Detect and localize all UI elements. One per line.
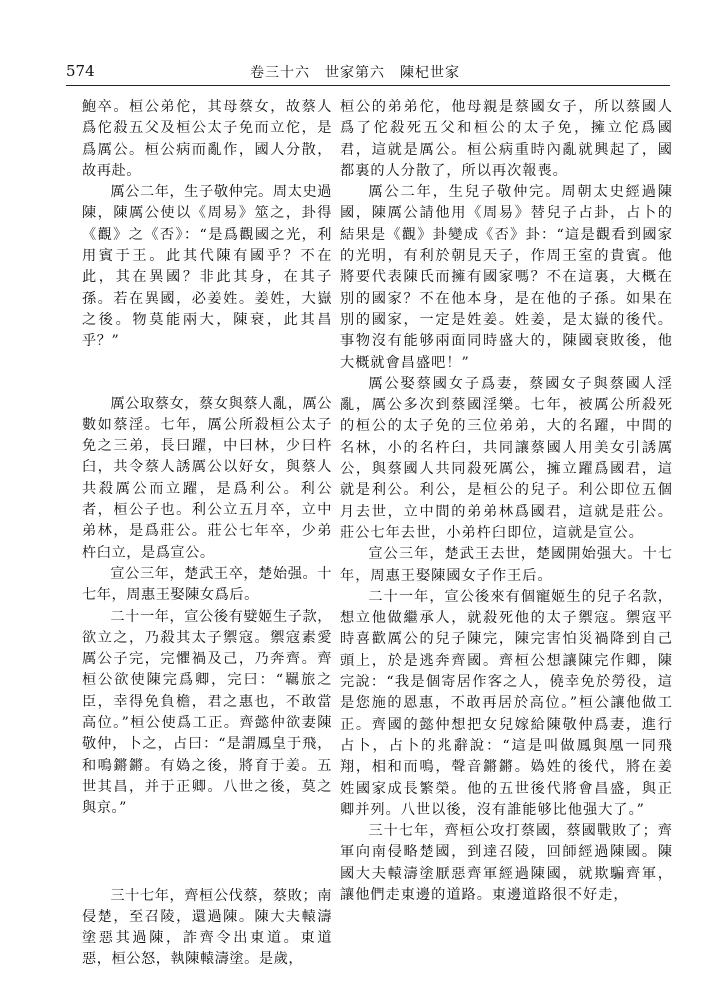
left-paragraph: 鮑卒。桓公弟佗，其母蔡女，故蔡人爲佗殺五父及桓公太子免而立佗，是爲厲公。桓公病而亂作，國人分散，故再赴。 bbox=[82, 99, 332, 179]
left-column-original-text bbox=[82, 97, 332, 971]
right-paragraph: 二十一年，宣公後來有個寵姬生的兒子名款，想立他做繼承人，就殺死他的太子禦寇。禦寇平時喜歡厲公的兒子陳完，陳完害怕災禍降到自己頭上，於是逃奔齊國。齊桓公想讓陳完作卿，陳完說：“我是個寄居作客之人，僥幸免於勞役，這是您施的恩惠，不敢再居於高位。”桓公讓他做工正。齊國的懿仲想把女兒嫁給陳敬仲爲妻，進行占卜，占卜的兆辭說：“這是叫做鳳與凰一同飛翔，相和而鳴，聲音鏘鏘。媯姓的後代，將在姜姓國家成長繁榮。他的五世後代將會昌盛，與正卿并列。八世以後，沒有誰能够比他强大了。” bbox=[340, 588, 673, 818]
right-column-translation bbox=[340, 97, 673, 906]
page-number: 574 bbox=[66, 62, 95, 80]
header-rule bbox=[66, 85, 670, 86]
right-paragraph: 厲公娶蔡國女子爲妻，蔡國女子與蔡國人淫亂，厲公多次到蔡國淫樂。七年，被厲公所殺死的桓公的太子免的三位弟弟，大的名躍，中間的名林，小的名杵臼，共同讓蔡國人用美女引誘厲公，與蔡國人共同殺死厲公，擁立躍爲國君，這就是利公。利公，是桓公的兒子。利公即位五個月去世，立中間的弟弟林爲國君，這就是莊公。莊公七年去世，小弟杵臼即位，這就是宣公。 bbox=[340, 375, 673, 541]
left-paragraph: 厲公二年，生子敬仲完。周太史過陳，陳厲公使以《周易》筮之，卦得《觀》之《否》：“是爲觀國之光，利用賓于王。此其代陳有國乎？不在此，其在異國？非此其身，在其子孫。若在異國，必姜姓。姜姓，大嶽之後。物莫能兩大，陳衰，此其昌乎？” bbox=[82, 184, 332, 350]
right-paragraph: 三十七年，齊桓公攻打蔡國，蔡國戰敗了；齊軍向南侵略楚國，到達召陵，回師經過陳國。陳國大夫轅濤塗厭惡齊軍經過陳國，就欺騙齊軍，讓他們走東邊的道路。東邊道路很不好走， bbox=[340, 823, 673, 903]
left-paragraph: 二十一年，宣公後有嬖姬生子款，欲立之，乃殺其太子禦寇。禦寇素愛厲公子完，完懼禍及己，乃奔齊。齊桓公欲使陳完爲卿，完曰：“羈旅之臣，幸得免負檐，君之惠也，不敢當高位。”桓公使爲工正。齊懿仲欲妻陳敬仲，卜之，占曰：“是謂鳳皇于飛，和鳴鏘鏘。有媯之後，將育于姜。五世其昌，并于正卿。八世之後，莫之與京。” bbox=[82, 608, 332, 817]
left-paragraph: 宣公三年，楚武王卒，楚始强。十七年，周惠王娶陳女爲后。 bbox=[82, 565, 332, 604]
left-paragraph: 厲公取蔡女，蔡女與蔡人亂，厲公數如蔡淫。七年，厲公所殺桓公太子免之三弟，長曰躍，中曰林，少曰杵臼，共令蔡人誘厲公以好女，與蔡人共殺厲公而立躍，是爲利公。利公者，桓公子也。利公立五月卒，立中弟林，是爲莊公。莊公七年卒，少弟杵臼立，是爲宣公。 bbox=[82, 395, 332, 561]
left-paragraph: 三十七年，齊桓公伐蔡，蔡敗；南侵楚，至召陵，還過陳。陳大夫轅濤塗惡其過陳，詐齊令出東道。東道惡，桓公怒，執陳轅濤塗。是歲， bbox=[82, 887, 332, 968]
right-paragraph: 宣公三年，楚武王去世，楚國開始强大。十七年，周惠王娶陳國女子作王后。 bbox=[340, 546, 673, 584]
running-title: 卷三十六 世家第六 陳杞世家 bbox=[250, 65, 460, 81]
right-paragraph: 厲公二年，生兒子敬仲完。周朝太史經過陳國，陳厲公請他用《周易》替兒子占卦，占卜的結果是《觀》卦變成《否》卦：“這是觀看到國家的光明，有利於朝見天子，作周王室的貴賓。他將要代表陳氏而擁有國家嗎？不在這裏，大概在別的國家？不在他本身，是在他的子孫。如果在別的國家，一定是姓姜。姓姜，是太嶽的後代。事物沒有能够兩面同時盛大的，陳國衰敗後，他大概就會昌盛吧！” bbox=[340, 184, 673, 371]
right-paragraph: 桓公的弟弟佗，他母親是蔡國女子，所以蔡國人爲了佗殺死五父和桓公的太子免，擁立佗爲國君，這就是厲公。桓公病重時內亂就興起了，國都裏的人分散了，所以再次報喪。 bbox=[340, 99, 673, 179]
